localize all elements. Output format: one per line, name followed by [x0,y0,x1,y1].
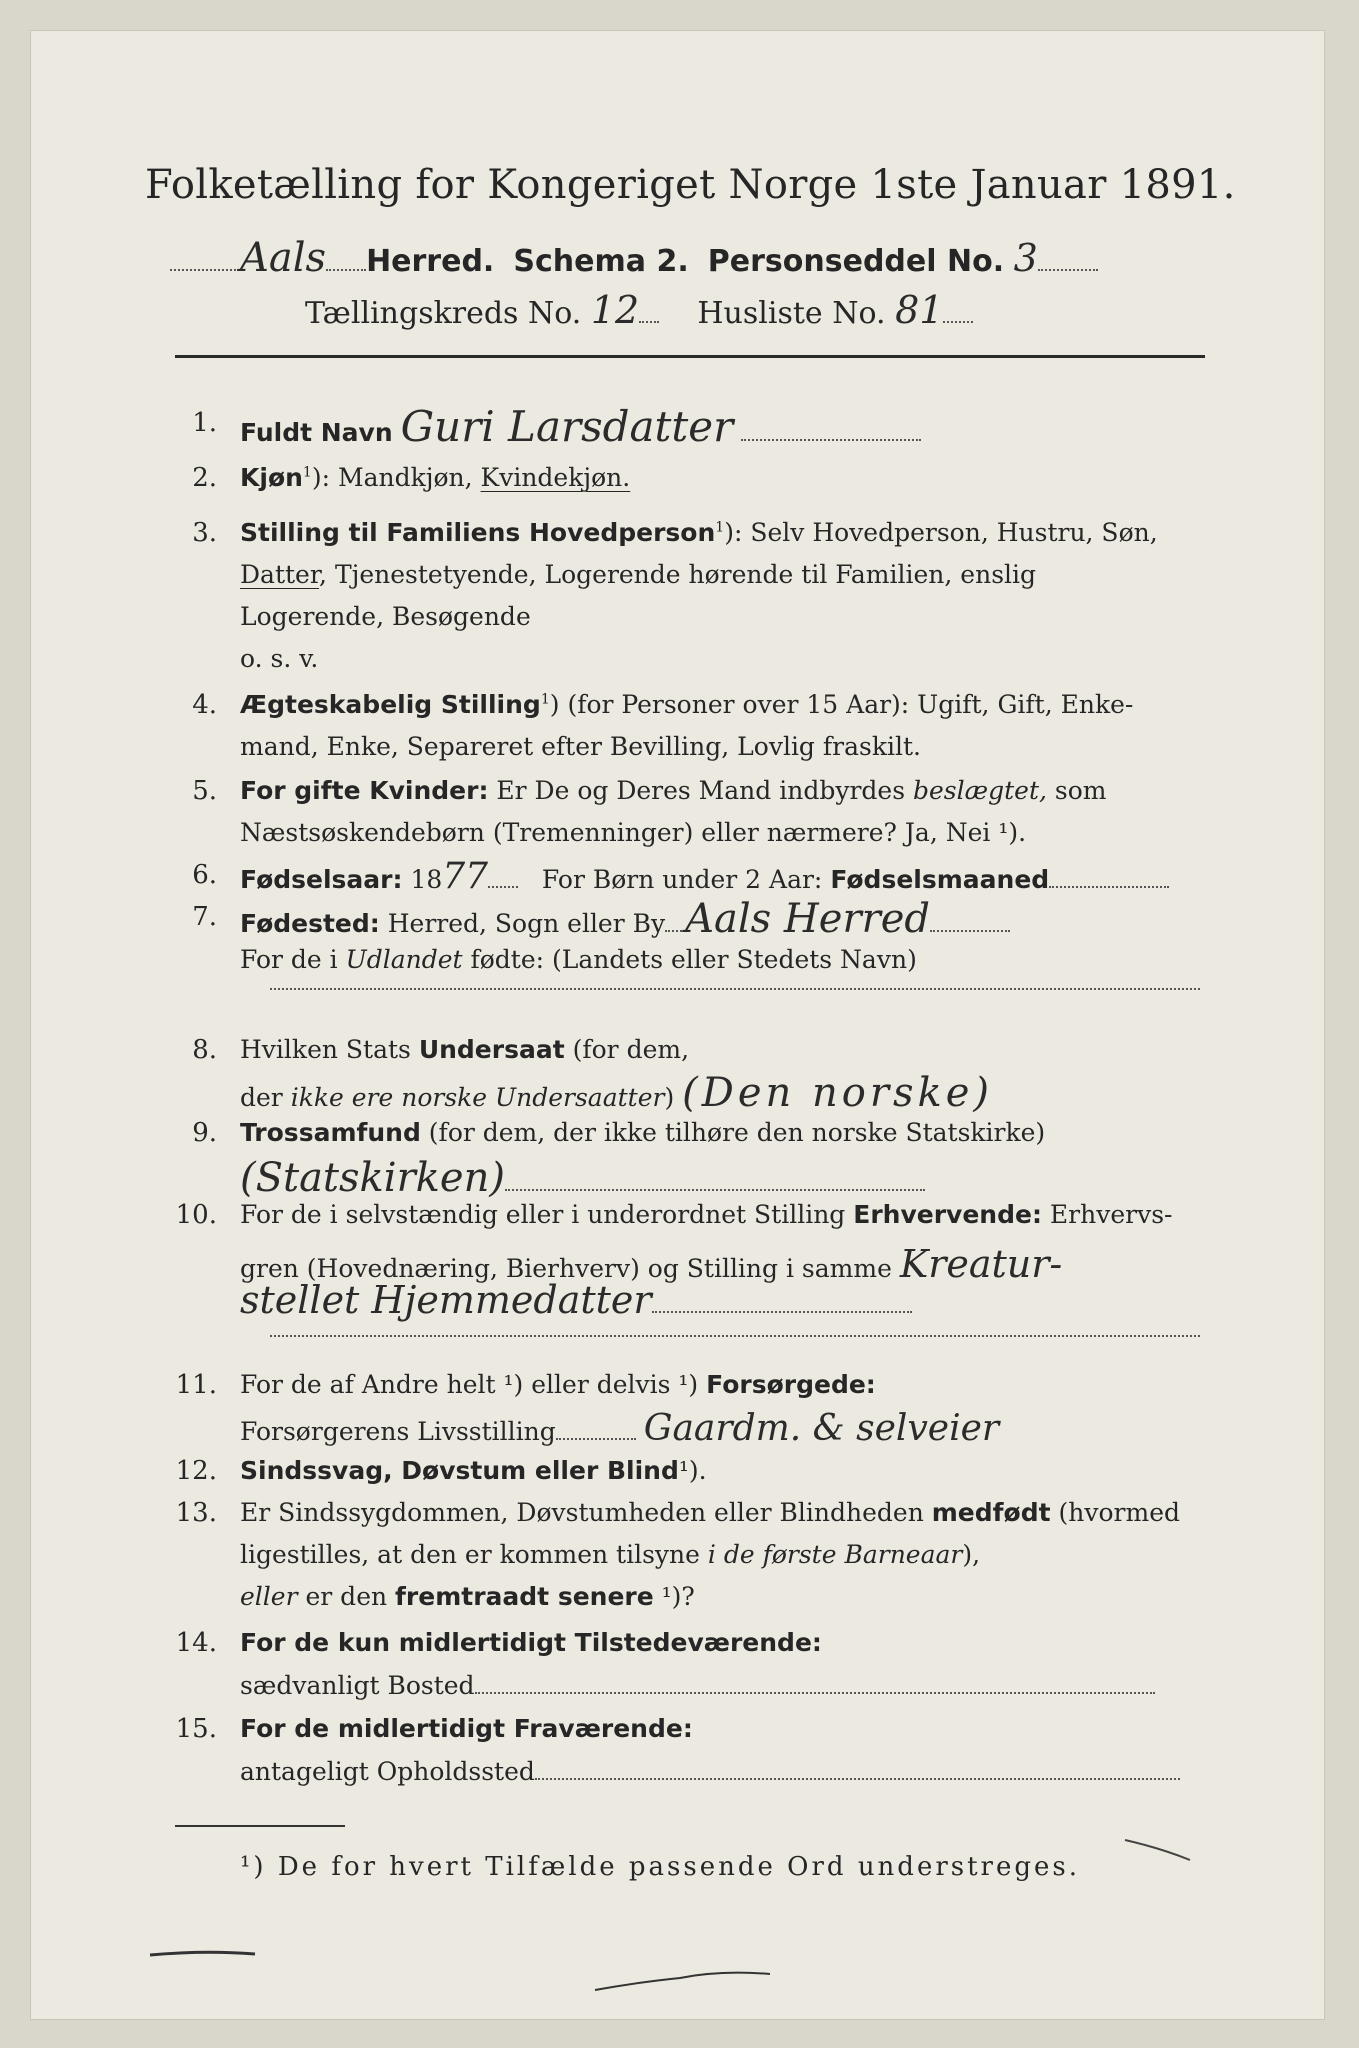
q10-answer-2: stellet Hjemmedatter [240,1278,652,1322]
q4-text-1: ) (for Personer over 15 Aar): Ugift, Gift, Enke- [549,690,1134,719]
herred-label: Herred. [366,244,495,279]
q8-number: 8. [192,1035,217,1065]
q13-line1 [240,1498,1180,1527]
q15-number: 15. [175,1714,217,1744]
q2-number: 2. [192,463,217,493]
q3-text-1: ): Selv Hovedperson, Hustru, Søn, [724,518,1158,547]
q6-year-value: 77 [442,856,489,897]
q12-number: 12. [175,1456,217,1486]
q2-text-a: ): Mandkjøn, [311,463,481,492]
q1-label: Fuldt Navn [240,418,393,447]
q9-number: 9. [192,1118,217,1148]
personseddel-label: Personseddel No. [707,244,1005,279]
q14-text-2: sædvanligt Bosted [240,1671,475,1700]
husliste-label: Husliste No. [697,296,886,331]
q2-sup: 1 [302,464,312,481]
q6-middle: For Børn under 2 Aar: [541,865,823,894]
q15-text-2: antageligt Opholdssted [240,1757,535,1786]
q7-text-2b: fødte: (Landets eller Stedets Navn) [462,945,917,974]
q11-answer: Gaardm. & selveier [643,1408,1000,1449]
q13-bold-2: fremtraadt senere [395,1582,654,1611]
q2-label: Kjøn [240,463,303,492]
q14-number: 14. [175,1628,217,1658]
q9-label: Trossamfund [240,1118,421,1147]
q8-line2 [240,1070,993,1116]
q9-answer: (Statskirken) [240,1155,505,1201]
kreds-line [305,288,973,332]
q9-line2 [240,1155,925,1201]
q13-bold: medfødt [931,1498,1051,1527]
q8-bold: Undersaat [418,1035,565,1064]
q14-label: For de kun midlertidigt Tilstedeværende: [240,1628,822,1657]
q6-line [240,856,1169,897]
q15-line1 [240,1714,693,1743]
herred-value: Aals [240,235,327,281]
q5-line1 [240,776,1107,805]
q13-italic-2: eller [240,1582,298,1611]
q11-text-1a: For de af Andre helt ¹) eller delvis ¹) [240,1370,707,1399]
husliste-number: 81 [895,288,944,332]
q7-line1 [240,896,1010,942]
q5-label: For gifte Kvinder: [240,776,489,805]
schema-label: Schema 2. [513,244,689,279]
footnote: ¹) De for hvert Tilfælde passende Ord understreges. [240,1852,1081,1882]
q13-line2 [240,1540,980,1569]
q8-line1 [240,1035,689,1064]
q6-label2: Fødselsmaaned [830,865,1050,894]
q12-tail: ¹). [678,1456,707,1485]
q6-label: Fødselsaar: [240,865,403,894]
q7-text: Herred, Sogn eller By [379,909,666,938]
header-rule [175,355,1205,358]
q8-answer: (Den norske) [682,1070,994,1116]
q13-line3 [240,1582,695,1611]
q7-text-2a: For de i [240,945,346,974]
q7-number: 7. [192,902,217,932]
q13-text-1a: Er Sindssygdommen, Døvstumheden eller Blindheden [240,1498,932,1527]
q11-bold: Forsørgede: [706,1370,876,1399]
q10-line1 [240,1200,1172,1229]
q10-number: 10. [175,1200,217,1230]
q3-number: 3. [192,518,217,548]
q7-dotted-line [270,988,1200,990]
q13-number: 13. [175,1498,217,1528]
q5-text-2: Næstsøskendebørn (Tremenninger) eller nærmere? Ja, Nei ¹). [240,818,1027,847]
q8-text-2b: ) [664,1083,675,1112]
q10-bold: Erhvervende: [853,1200,1042,1229]
q11-line1 [240,1370,876,1399]
q10-dotted-line [270,1335,1200,1337]
q1-answer: Guri Larsdatter [400,402,734,451]
q13-italic: i de første Barneaar [707,1540,963,1569]
q5-text-end: som [1046,776,1107,805]
q5-text-1: Er De og Deres Mand indbyrdes [488,776,913,805]
q5-italic: beslægtet, [913,776,1047,805]
q7-answer: Aals Herred [685,896,930,942]
q6-number: 6. [192,860,217,890]
q15-label: For de midlertidigt Fraværende: [240,1714,693,1743]
q3-text-3: Logerende, Besøgende [240,602,531,631]
census-form-page [30,30,1325,2020]
q11-line2 [240,1408,999,1449]
q10-text-2: gren (Hovednæring, Bierhverv) og Stilling i samme [240,1254,892,1283]
q14-line2 [240,1670,1155,1700]
q10-text-1b: Erhvervs- [1041,1200,1173,1229]
kreds-label: Tællingskreds No. [305,296,582,331]
q4-text-2: mand, Enke, Separeret efter Bevilling, Lovlig fraskilt. [240,732,921,761]
q11-text-2: Forsørgerens Livsstilling [240,1417,556,1446]
q13-text-2a: ligestilles, at den er kommen tilsyne [240,1540,708,1569]
q13-text-1b: (hvormed [1050,1498,1180,1527]
q6-year-prefix: 18 [402,865,443,894]
q8-text-1b: (for dem, [564,1035,690,1064]
q3-line1 [240,518,1158,547]
q7-label: Fødested: [240,909,380,938]
q4-sup: 1 [540,691,550,708]
q7-italic: Udlandet [345,945,463,974]
q1-line [240,402,921,451]
q3-text-4: o. s. v. [240,644,319,673]
q4-label: Ægteskabelig Stilling [240,690,541,719]
q10-answer-1: Kreatur- [899,1242,1063,1286]
q3-sup: 1 [715,519,725,536]
q3-label: Stilling til Familiens Hovedperson [240,518,716,547]
ink-mark-left [145,1945,295,1965]
q9-text: (for dem, der ikke tilhøre den norske Statskirke) [420,1118,1046,1147]
q4-number: 4. [192,690,217,720]
footnote-rule [175,1825,345,1827]
q13-text-3b: ¹)? [653,1582,695,1611]
q8-italic: ikke ere norske Undersaatter [290,1083,665,1112]
q11-number: 11. [175,1370,217,1400]
personseddel-number: 3 [1013,236,1038,280]
q3-datter: Datter [240,560,320,589]
q8-text-2a: der [240,1083,291,1112]
q10-text-1a: For de i selvstændig eller i underordnet Stilling [240,1200,854,1229]
q10-line3 [240,1278,912,1322]
q4-line1 [240,690,1133,719]
q5-number: 5. [192,776,217,806]
q12-label: Sindssvag, Døvstum eller Blind [240,1456,679,1485]
q15-line2 [240,1756,1180,1786]
q14-line1 [240,1628,822,1657]
q13-text-3a: er den [297,1582,396,1611]
q13-text-2b: ), [962,1540,981,1569]
q3-line2 [240,560,1036,589]
q2-line [240,463,630,492]
form-title: Folketælling for Kongeriget Norge 1ste Januar 1891. [145,162,1236,208]
ink-mark-right [1120,1830,1200,1890]
q7-line2 [240,945,917,974]
q9-line1 [240,1118,1045,1147]
herred-line [170,235,1098,281]
ink-mark-bottom [590,1960,790,2000]
kreds-number: 12 [590,288,640,332]
q8-text-1a: Hvilken Stats [240,1035,419,1064]
q1-number: 1. [192,408,217,438]
q12-line [240,1456,707,1485]
q3-text-2: , Tjenestetyende, Logerende hørende til Familien, enslig [319,560,1037,589]
q2-text-b: Kvindekjøn. [480,463,631,492]
